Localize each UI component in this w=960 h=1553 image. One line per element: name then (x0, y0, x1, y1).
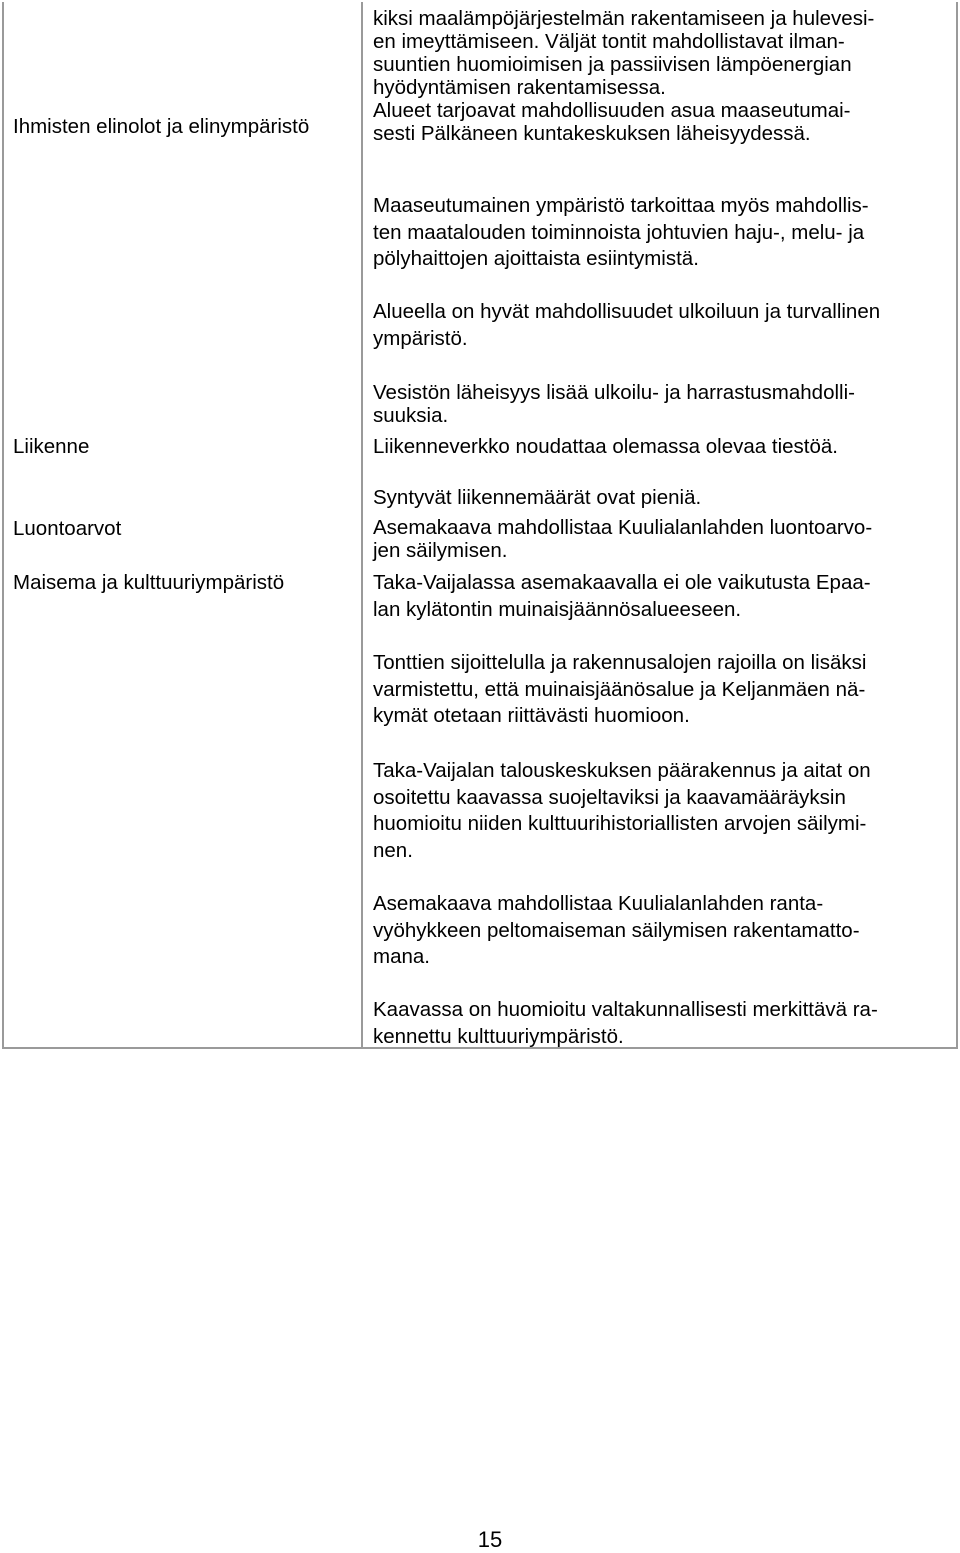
landscape-paragraph-3: Taka-Vaijalan talouskeskuksen päärakennus ja aitat on osoitettu kaavassa suojeltaviksi ja kaavamääräyksin huomioitu niiden kulttuurihistoriallisten arvojen säilymi- nen. (373, 759, 871, 862)
landscape-paragraph-1: Taka-Vaijalassa asemakaavalla ei ole vaikutusta Epaa- lan kylätontin muinaisjäännösalueeseen. (373, 571, 871, 621)
living-conditions-paragraph-1: kiksi maalämpöjärjestelmän rakentamiseen ja hulevesi- en imeyttämiseen. Väljät tontit mahdollistavat ilman- suuntien huomioimisen ja passiivisen lämpöenergian hyödyntämisen rakentamisessa. Alueet tarjoavat mahdollisuuden asua maaseutumai- sesti Pälkäneen kuntakeskuksen läheisyydessä. (373, 7, 875, 145)
traffic-paragraph-1: Liikenneverkko noudattaa olemassa olevaa tiestöä. (373, 435, 838, 458)
row-label-living-conditions: Ihmisten elinolot ja elinympäristö (13, 115, 310, 138)
traffic-paragraph-2: Syntyvät liikennemäärät ovat pieniä. (373, 486, 702, 509)
row-label-nature-values: Luontoarvot (13, 517, 122, 540)
column-divider (361, 2, 363, 1049)
page-number: 15 (477, 1527, 503, 1552)
landscape-paragraph-5: Kaavassa on huomioitu valtakunnallisesti merkittävä ra- kennettu kulttuuriympäristö. (373, 998, 878, 1048)
landscape-paragraph-4: Asemakaava mahdollistaa Kuulialanlahden ranta- vyöhykkeen peltomaiseman säilymisen rakentamatto- mana. (373, 892, 860, 968)
nature-values-paragraph-1: Asemakaava mahdollistaa Kuulialanlahden luontoarvo- jen säilymisen. (373, 516, 873, 562)
row-label-traffic: Liikenne (13, 435, 90, 458)
living-conditions-paragraph-2: Maaseutumainen ympäristö tarkoittaa myös mahdollis- ten maatalouden toiminnoista johtuvien haju-, melu- ja pölyhaittojen ajoittaista esiintymistä. (373, 194, 869, 270)
row-label-landscape-culture: Maisema ja kulttuuriympäristö (13, 571, 285, 594)
living-conditions-paragraph-4: Vesistön läheisyys lisää ulkoilu- ja harrastusmahdolli- suuksia. (373, 381, 855, 427)
landscape-paragraph-2: Tonttien sijoittelulla ja rakennusalojen rajoilla on lisäksi varmistettu, että muinaisjäänösalue ja Keljanmäen nä- kymät otetaan riittävästi huomioon. (373, 651, 867, 727)
living-conditions-paragraph-3: Alueella on hyvät mahdollisuudet ulkoiluun ja turvallinen ympäristö. (373, 300, 881, 350)
